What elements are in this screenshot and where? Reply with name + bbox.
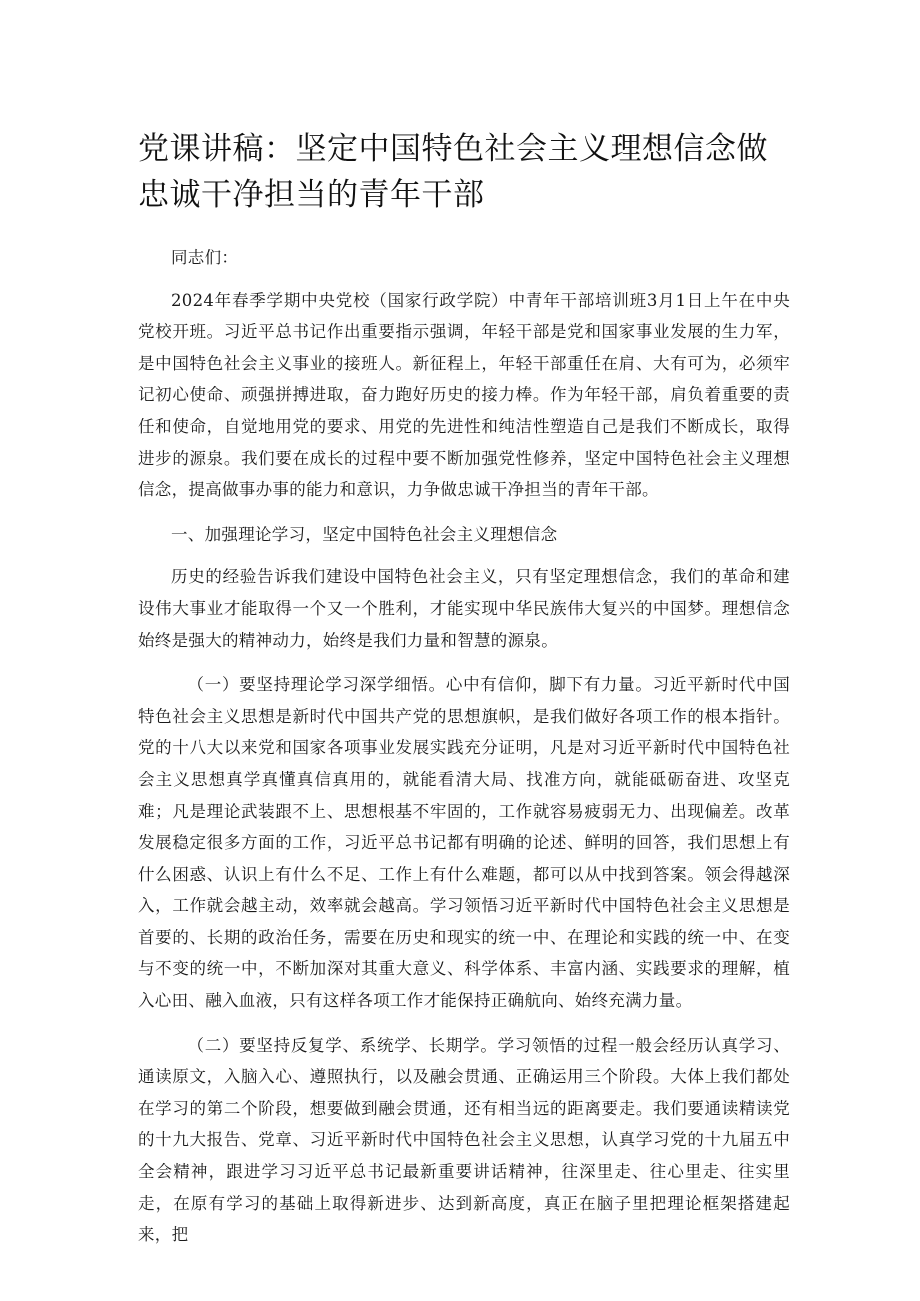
- document-title: 党课讲稿：坚定中国特色社会主义理想信念做忠诚干净担当的青年干部: [138, 131, 768, 213]
- salutation: 同志们：: [171, 248, 239, 267]
- subsection-2-paragraph: （二）要坚持反复学、系统学、长期学。学习领悟的过程一般会经历认真学习、通读原文，入脑入心、遵照执行，以及融会贯通、正确运用三个阶段。大体上我们都处在学习的第二个阶段，想要做到融会贯通，还有相当远的距离要走。我们要通读精读党的十九大报告、党章、习近平新时代中国特色社会主义思想，认真学习党的十九届五中全会精神，跟进学习习近平总书记最新重要讲话精神，往深里走、往心里走、往实里走，在原有学习的基础上取得新进步、达到新高度，真正在脑子里把理论框架搭建起来，把: [138, 1035, 790, 1245]
- document-page: [138, 126, 790, 1264]
- intro-paragraph: 2024年春季学期中央党校（国家行政学院）中青年干部培训班3月1日上午在中央党校开班。习近平总书记作出重要指示强调，年轻干部是党和国家事业发展的生力军，是中国特色社会主义事业的接班人。新征程上，年轻干部重任在肩、大有可为，必须牢记初心使命、顽强拼搏进取，奋力跑好历史的接力棒。作为年轻干部，肩负着重要的责任和使命，自觉地用党的要求、用党的先进性和纯洁性塑造自己是我们不断成长，取得进步的源泉。我们要在成长的过程中要不断加强党性修养，坚定中国特色社会主义理想信念，提高做事办事的能力和意识，力争做忠诚干净担当的青年干部。: [138, 290, 790, 500]
- subsection-1-paragraph: （一）要坚持理论学习深学细悟。心中有信仰，脚下有力量。习近平新时代中国特色社会主义思想是新时代中国共产党的思想旗帜，是我们做好各项工作的根本指针。党的十八大以来党和国家各项事业发展实践充分证明，凡是对习近平新时代中国特色社会主义思想真学真懂真信真用的，就能看清大局、找准方向，就能砥砺奋进、攻坚克难；凡是理论武装跟不上、思想根基不牢固的，工作就容易疲弱无力、出现偏差。改革发展稳定很多方面的工作，习近平总书记都有明确的论述、鲜明的回答，我们思想上有什么困惑、认识上有什么不足、工作上有什么难题，都可以从中找到答案。领会得越深入，工作就会越主动，效率就会越高。学习领悟习近平新时代中国特色社会主义思想是首要的、长期的政治任务，需要在历史和现实的统一中、在理论和实践的统一中、在变与不变的统一中，不断加深对其重大意义、科学体系、丰富内涵、实践要求的理解，植入心田、融入血液，只有这样各项工作才能保持正确航向、始终充满力量。: [138, 675, 790, 1011]
- section-heading-1: 一、加强理论学习，坚定中国特色社会主义理想信念: [171, 524, 558, 544]
- document-body: [138, 242, 790, 1251]
- section-1-paragraph: 历史的经验告诉我们建设中国特色社会主义，只有坚定理想信念，我们的革命和建设伟大事业才能取得一个又一个胜利，才能实现中华民族伟大复兴的中国梦。理想信念始终是强大的精神动力，始终是我们力量和智慧的源泉。: [138, 567, 790, 650]
